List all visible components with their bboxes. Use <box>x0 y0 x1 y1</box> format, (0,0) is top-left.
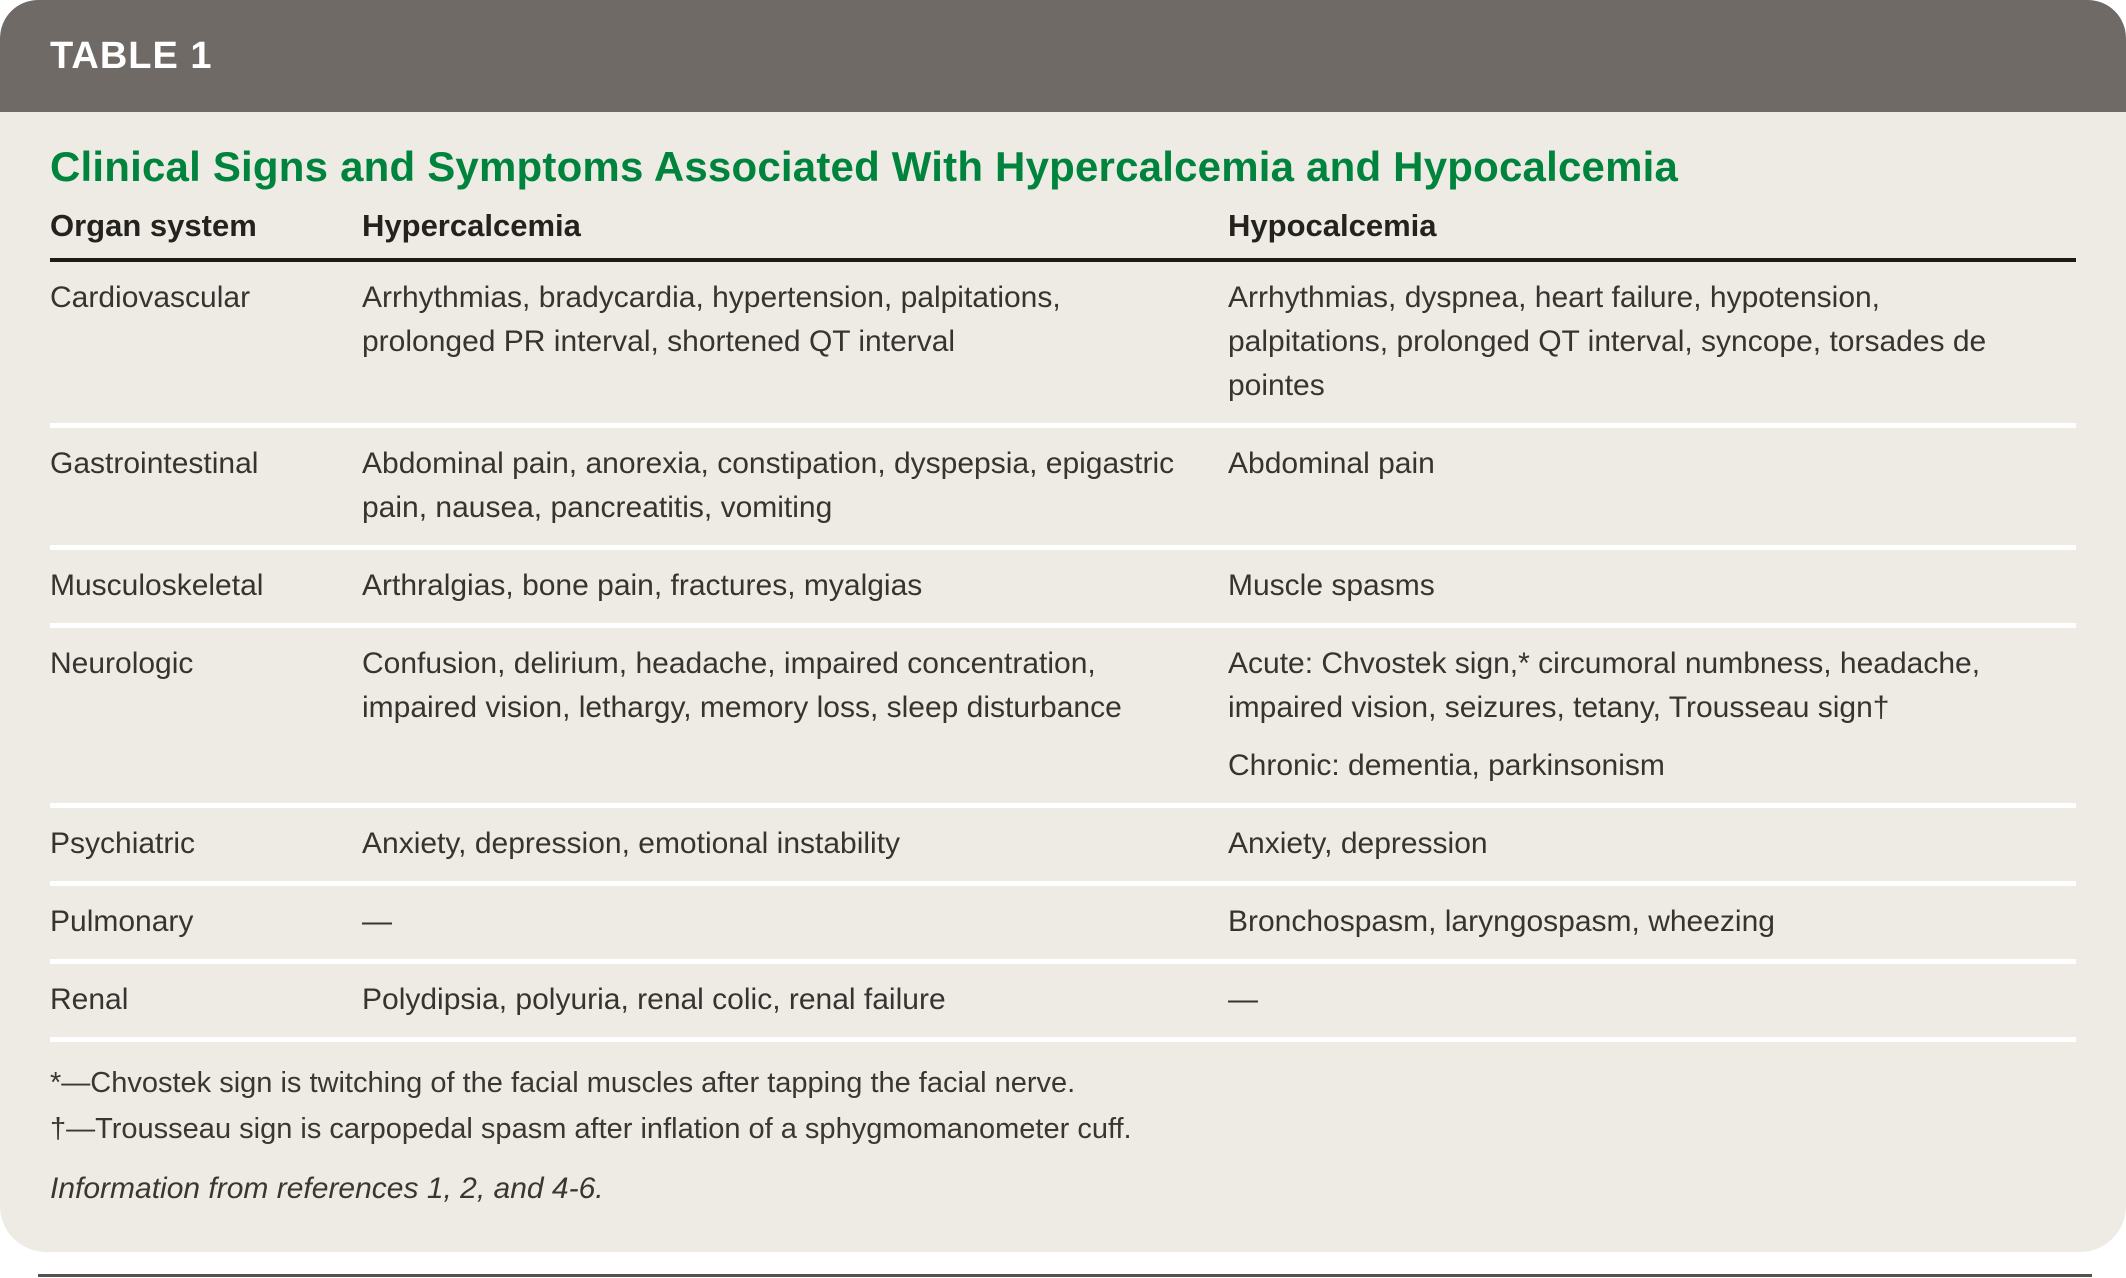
footnote-trousseau: †—Trousseau sign is carpopedal spasm after inflation of a sphygmomanometer cuff. <box>50 1113 1132 1145</box>
table-content <box>0 142 2126 1206</box>
hypocalcemia-cell <box>1228 642 2076 788</box>
footnote-chvostek: *—Chvostek sign is twitching of the facial muscles after tapping the facial nerve. <box>50 1067 1076 1099</box>
hypocalcemia-cell: Bronchospasm, laryngospasm, wheezing <box>1228 905 1775 938</box>
page-bottom-rule <box>38 1274 2092 1277</box>
table-row-renal <box>50 964 2076 1042</box>
table-row-neurologic <box>50 628 2076 808</box>
hypercalcemia-cell: Arrhythmias, bradycardia, hypertension, palpitations, prolonged PR interval, shortened QT interval <box>362 281 1061 358</box>
hypercalcemia-cell: — <box>362 905 392 938</box>
table-title: Clinical Signs and Symptoms Associated With Hypercalcemia and Hypocalcemia <box>50 143 1679 190</box>
hypocalcemia-cell: Arrhythmias, dyspnea, heart failure, hypotension, palpitations, prolonged QT interval, syncope, torsades de pointes <box>1228 281 1987 402</box>
table-label: TABLE 1 <box>50 34 213 77</box>
source-note: Information from references 1, 2, and 4-6. <box>50 1172 604 1205</box>
table-row-pulmonary <box>50 886 2076 964</box>
hypocalcemia-chronic-text: Chronic: dementia, parkinsonism <box>1228 749 1665 782</box>
hypercalcemia-cell: Anxiety, depression, emotional instability <box>362 827 901 860</box>
column-header-hypercalcemia: Hypercalcemia <box>362 208 581 243</box>
hypocalcemia-acute-text: Acute: Chvostek sign,* circumoral numbness, headache, impaired vision, seizures, tetany, Trousseau sign† <box>1228 647 1981 724</box>
table-row-cardiovascular <box>50 262 2076 428</box>
hypercalcemia-cell: Abdominal pain, anorexia, constipation, dyspepsia, epigastric pain, nausea, pancreatitis, vomiting <box>362 447 1175 524</box>
organ-cell: Musculoskeletal <box>50 569 264 602</box>
organ-cell: Psychiatric <box>50 827 196 860</box>
organ-cell: Renal <box>50 983 129 1016</box>
organ-cell: Neurologic <box>50 647 194 680</box>
organ-cell: Gastrointestinal <box>50 447 259 480</box>
column-header-hypocalcemia: Hypocalcemia <box>1228 208 1437 243</box>
table-row-gastrointestinal <box>50 428 2076 550</box>
hypocalcemia-cell: — <box>1228 983 1258 1016</box>
table-row-psychiatric <box>50 808 2076 886</box>
table-column-headers <box>50 192 2076 262</box>
column-header-organ-system: Organ system <box>50 208 257 243</box>
hypocalcemia-cell: Anxiety, depression <box>1228 827 1488 860</box>
hypercalcemia-cell: Confusion, delirium, headache, impaired concentration, impaired vision, lethargy, memory loss, sleep disturbance <box>362 647 1122 724</box>
organ-cell: Cardiovascular <box>50 281 251 314</box>
hypocalcemia-cell: Abdominal pain <box>1228 447 1435 480</box>
hypercalcemia-cell: Polydipsia, polyuria, renal colic, renal failure <box>362 983 946 1016</box>
table-header-bar <box>0 0 2126 112</box>
hypocalcemia-cell: Muscle spasms <box>1228 569 1435 602</box>
hypercalcemia-cell: Arthralgias, bone pain, fractures, myalgias <box>362 569 923 602</box>
table-row-musculoskeletal <box>50 550 2076 628</box>
table-footnotes <box>50 1042 2076 1152</box>
organ-cell: Pulmonary <box>50 905 194 938</box>
